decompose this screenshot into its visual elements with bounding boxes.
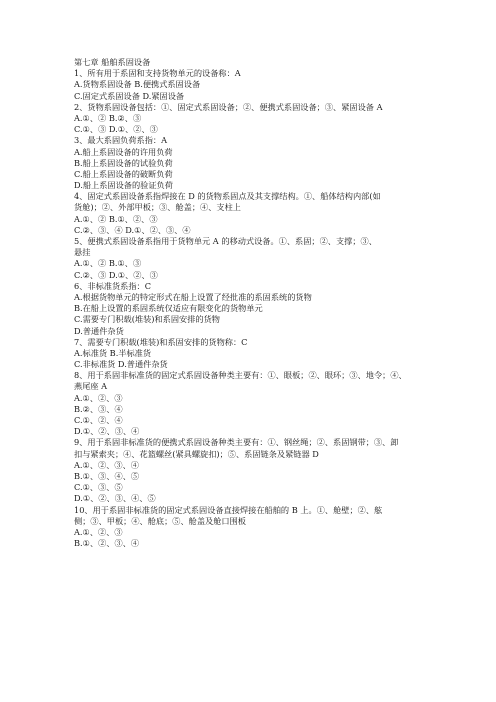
question-4-options-cd: C.②、③、④ D.①、②、③、④	[74, 224, 191, 235]
question-6: 6、非标准货系指：C	[74, 280, 151, 291]
question-3-option-b: B.船上系固设备的试验负荷	[74, 157, 173, 168]
question-6-option-d: D.普通件杂货	[74, 325, 124, 336]
question-2: 2、货物系固设备包括：①、固定式系固设备；②、便携式系固设备；③、紧固设备 A	[74, 101, 383, 112]
question-8-option-d: D.①、②、③、④	[74, 426, 140, 437]
question-10-option-a: A.①、②、③	[74, 526, 123, 537]
question-8-continued: 燕尾座 A	[74, 381, 108, 392]
question-9-continued: 扣与紧索夹；④、花篮螺丝(紧具螺旋扣)；⑤、系固链条及紧链器 D	[74, 448, 319, 459]
question-8: 8、用于系固非标准货的固定式系固设备种类主要有：①、眼板；②、眼环；③、地令；④、	[74, 370, 407, 381]
question-5-options-ab: A.①、② B.①、③	[74, 258, 142, 269]
question-3: 3、最大系固负荷系指：A	[74, 135, 167, 146]
question-4-continued: 货舱)；②、外部甲板；③、舱盖；④、支柱上	[74, 202, 241, 213]
question-8-option-c: C.①、②、④	[74, 415, 123, 425]
question-7-options-ab: A.标准货 B.半标准货	[74, 347, 152, 358]
question-3-option-d: D.船上系固设备的验证负荷	[74, 180, 173, 191]
question-10-continued: 侧；③、甲板；④、舱底；⑤、舱盖及舱口围板	[74, 515, 246, 526]
question-9-option-d: D.①、②、③、④、⑤	[74, 493, 156, 504]
question-6-option-c: C.需要专门积载(堆装)和系固安排的货物	[74, 314, 220, 325]
question-1: 1、所有用于系固和支持货物单元的设备称：A	[74, 68, 241, 79]
question-1-options-ab: A.货物系固设备 B.便携式系固设备	[74, 79, 201, 90]
question-4-options-ab: A.①、② B.①、②、③	[74, 213, 158, 224]
question-5-continued: 悬挂	[74, 247, 91, 258]
question-3-option-c: C.船上系固设备的破断负荷	[74, 168, 173, 179]
question-9-option-a: A.①、②、③、④	[74, 459, 139, 470]
question-6-option-b: B.在船上设置的系固系统仅适应有限变化的货物单元	[74, 303, 263, 314]
question-1-options-cd: C.固定式系固设备 D.紧固设备	[74, 90, 185, 101]
question-4: 4、固定式系固设备系指焊接在 D 的货物系固点及其支撑结构。①、船体结构内部(如	[74, 191, 381, 202]
question-8-option-a: A.①、②、③	[74, 392, 123, 403]
question-10: 10、用于系固非标准货的固定式系固设备直接焊接在船舶的 B 上。①、舱壁；②、舷	[74, 504, 383, 515]
question-6-option-a: A.根据货物单元的特定形式在船上设置了经批准的系固系统的货物	[74, 291, 312, 302]
question-2-options-cd: C.①、③ D.①、②、③	[74, 124, 158, 135]
question-3-option-a: A.船上系固设备的许用负荷	[74, 146, 173, 157]
question-7-options-cd: C.非标准货 D.普通件杂货	[74, 359, 168, 370]
question-10-option-b: B.①、②、③、④	[74, 538, 140, 549]
document-body	[74, 57, 424, 549]
question-5-options-cd: C.②、③ D.①、②、③	[74, 269, 158, 280]
question-9: 9、用于系固非标准货的便携式系固设备种类主要有：①、钢丝绳；②、系固钢带；③、卸	[74, 437, 399, 448]
question-5: 5、便携式系固设备系指用于货物单元 A 的移动式设备。①、系固；②、支撑；③、	[74, 236, 377, 246]
question-8-option-b: B.②、③、④	[74, 403, 123, 414]
question-2-options-ab: A.①、② B.②、③	[74, 112, 142, 123]
question-9-option-c: C.①、③、⑤	[74, 482, 123, 493]
question-7: 7、需要专门积载(堆装)和系固安排的货物称：C	[74, 336, 248, 347]
chapter-title: 第七章 船舶系固设备	[74, 57, 151, 67]
question-9-option-b: B.①、③、④、⑤	[74, 470, 140, 481]
